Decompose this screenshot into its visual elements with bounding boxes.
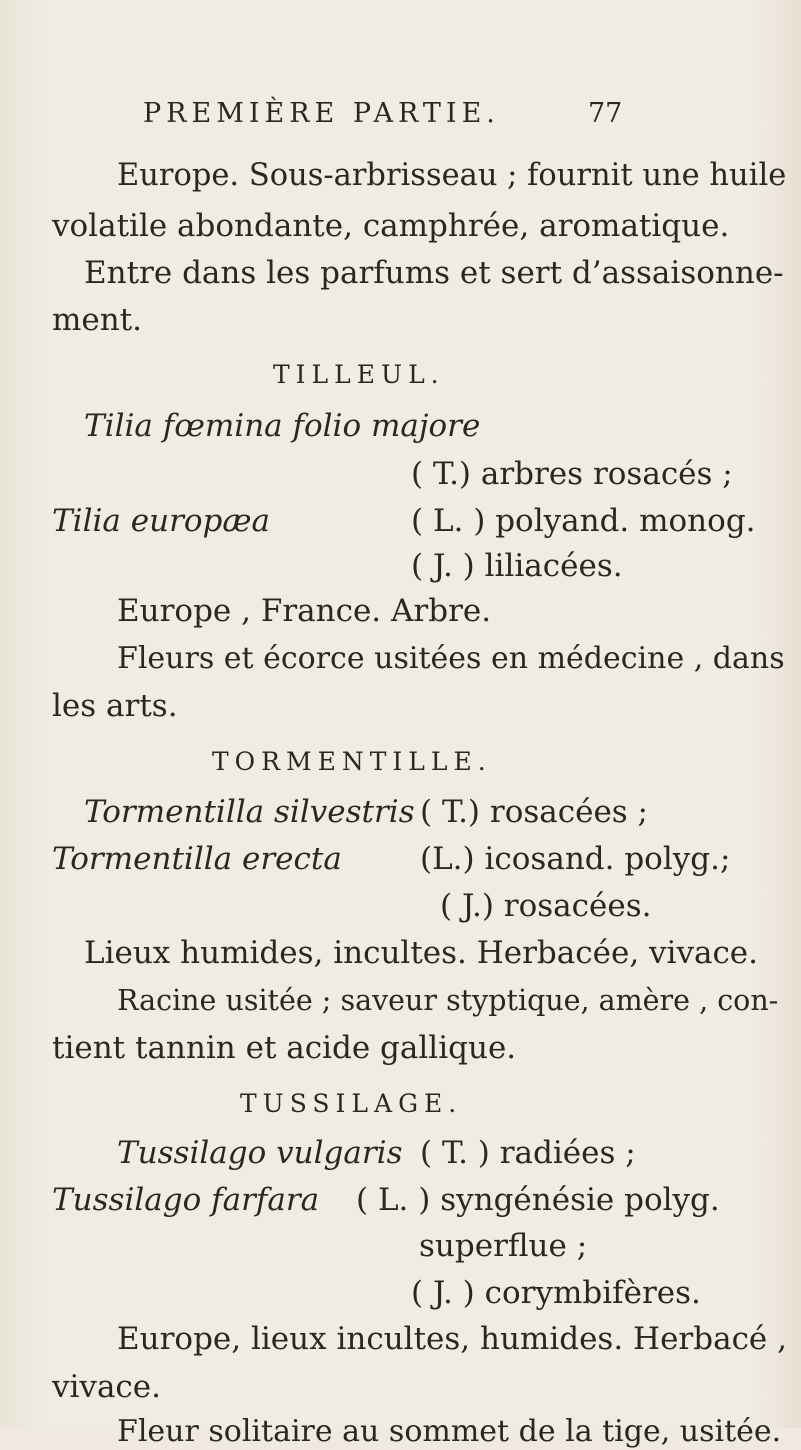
tussilage-latin-name-1: Tussilago vulgaris (117, 1135, 403, 1171)
section-heading-tussilage: TUSSILAGE. (240, 1089, 463, 1118)
tilleul-tournefort-ref: ( T.) arbres rosacés ; (411, 456, 733, 492)
tilleul-latin-name-2: Tilia europæa (52, 503, 271, 539)
intro-line-2: volatile abondante, camphrée, aromatique. (52, 208, 730, 244)
tormentille-description-2: Racine usitée ; saveur styptique, amère , con- (117, 984, 779, 1017)
intro-line-1: Europe. Sous-arbrisseau ; fournit une huile (117, 158, 787, 193)
intro-line-4: ment. (52, 302, 143, 338)
intro-line-3: Entre dans les parfums et sert d’assaisonne- (84, 255, 784, 291)
tilleul-jussieu-ref: ( J. ) liliacées. (411, 548, 623, 584)
tilleul-linnaeus-ref: ( L. ) polyand. monog. (411, 503, 756, 539)
tussilage-linnaeus-ref-continued: superflue ; (419, 1228, 588, 1264)
tormentille-description-1: Lieux humides, incultes. Herbacée, vivace. (84, 935, 759, 971)
running-title: PREMIÈRE PARTIE. (143, 98, 500, 129)
tussilage-description-3: Fleur solitaire au sommet de la tige, usitée. (117, 1414, 782, 1449)
section-heading-tormentille: TORMENTILLE. (212, 747, 492, 776)
tussilage-latin-name-2: Tussilago farfara (52, 1182, 320, 1218)
tormentille-latin-name-1: Tormentilla silvestris (84, 794, 415, 830)
tilleul-description-3: les arts. (52, 688, 178, 724)
tussilage-description-1: Europe, lieux incultes, humides. Herbacé , (117, 1321, 787, 1357)
tilleul-latin-name-1: Tilia fœmina folio majore (84, 408, 481, 444)
tussilage-jussieu-ref: ( J. ) corymbifères. (411, 1275, 701, 1311)
section-heading-tilleul: TILLEUL. (273, 360, 445, 389)
page-number: 77 (588, 98, 623, 129)
tussilage-tournefort-ref: ( T. ) radiées ; (420, 1135, 636, 1171)
tilleul-description-2: Fleurs et écorce usitées en médecine , dans (117, 641, 785, 676)
tormentille-jussieu-ref: ( J.) rosacées. (440, 888, 652, 924)
tormentille-tournefort-ref: ( T.) rosacées ; (420, 794, 649, 830)
tilleul-description-1: Europe , France. Arbre. (117, 593, 492, 629)
tormentille-linnaeus-ref: (L.) icosand. polyg.; (420, 841, 731, 877)
tormentille-latin-name-2: Tormentilla erecta (52, 841, 342, 877)
tussilage-linnaeus-ref: ( L. ) syngénésie polyg. (356, 1182, 720, 1218)
tormentille-description-3: tient tannin et acide gallique. (52, 1030, 517, 1066)
tussilage-description-2: vivace. (52, 1369, 161, 1405)
